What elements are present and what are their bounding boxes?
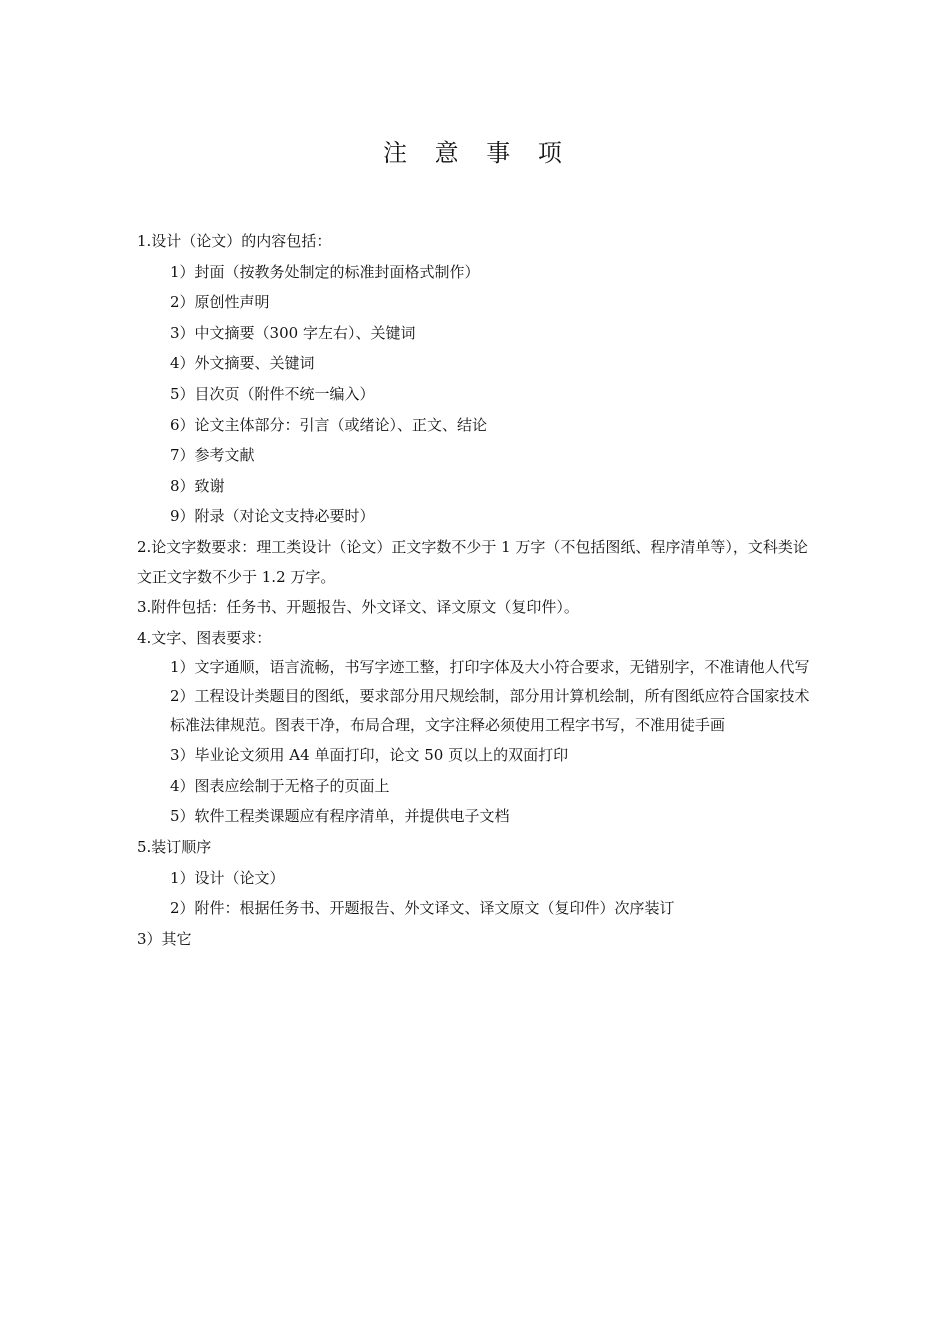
list-item: 5）目次页（附件不统一编入） [170,384,375,403]
list-item: 4）外文摘要、关键词 [170,354,315,373]
section-5-heading: 5.装订顺序 [137,837,212,856]
list-item: 7）参考文献 [170,446,255,465]
list-item: 1）设计（论文） [170,868,285,887]
list-item: 2）原创性声明 [170,293,270,312]
list-item: 5）软件工程类课题应有程序清单，并提供电子文档 [170,807,510,826]
page-title: 注 意 事 项 [383,139,572,167]
section-3-paragraph: 3.附件包括：任务书、开题报告、外文译文、译文原文（复印件）。 [137,597,579,616]
list-item: 4）图表应绘制于无格子的页面上 [170,776,390,795]
list-item: 9）附录（对论文支持必要时） [170,507,375,526]
notice-content [137,226,813,954]
list-item: 8）致谢 [170,476,225,495]
section-1-heading: 1.设计（论文）的内容包括： [137,232,332,250]
list-item: 3）毕业论文须用 A4 单面打印，论文 50 页以上的双面打印 [170,746,569,765]
list-item: 1）文字通顺，语言流畅，书写字迹工整，打印字体及大小符合要求，无错别字，不准请他人代写 [170,658,810,677]
list-item: 1）封面（按教务处制定的标准封面格式制作） [170,262,480,281]
list-item: 2）附件：根据任务书、开题报告、外文译文、译文原文（复印件）次序装订 [170,899,675,918]
list-item: 6）论文主体部分：引言（或绪论）、正文、结论 [170,415,488,434]
section-2-paragraph: 2.论文字数要求：理工类设计（论文）正文字数不少于 1 万字（不包括图纸、程序清单等），文科类论文正文字数不少于 1.2 万字。 [137,537,808,586]
list-item: 2）工程设计类题目的图纸，要求部分用尺规绘制，部分用计算机绘制，所有图纸应符合国家技术标准法律规范。图表干净，布局合理，文字注释必须使用工程字书写，不准用徒手画 [170,687,810,735]
list-item: 3）中文摘要（300 字左右）、关键词 [170,323,416,342]
list-item: 3）其它 [137,929,192,948]
section-4-heading: 4.文字、图表要求： [137,628,272,647]
